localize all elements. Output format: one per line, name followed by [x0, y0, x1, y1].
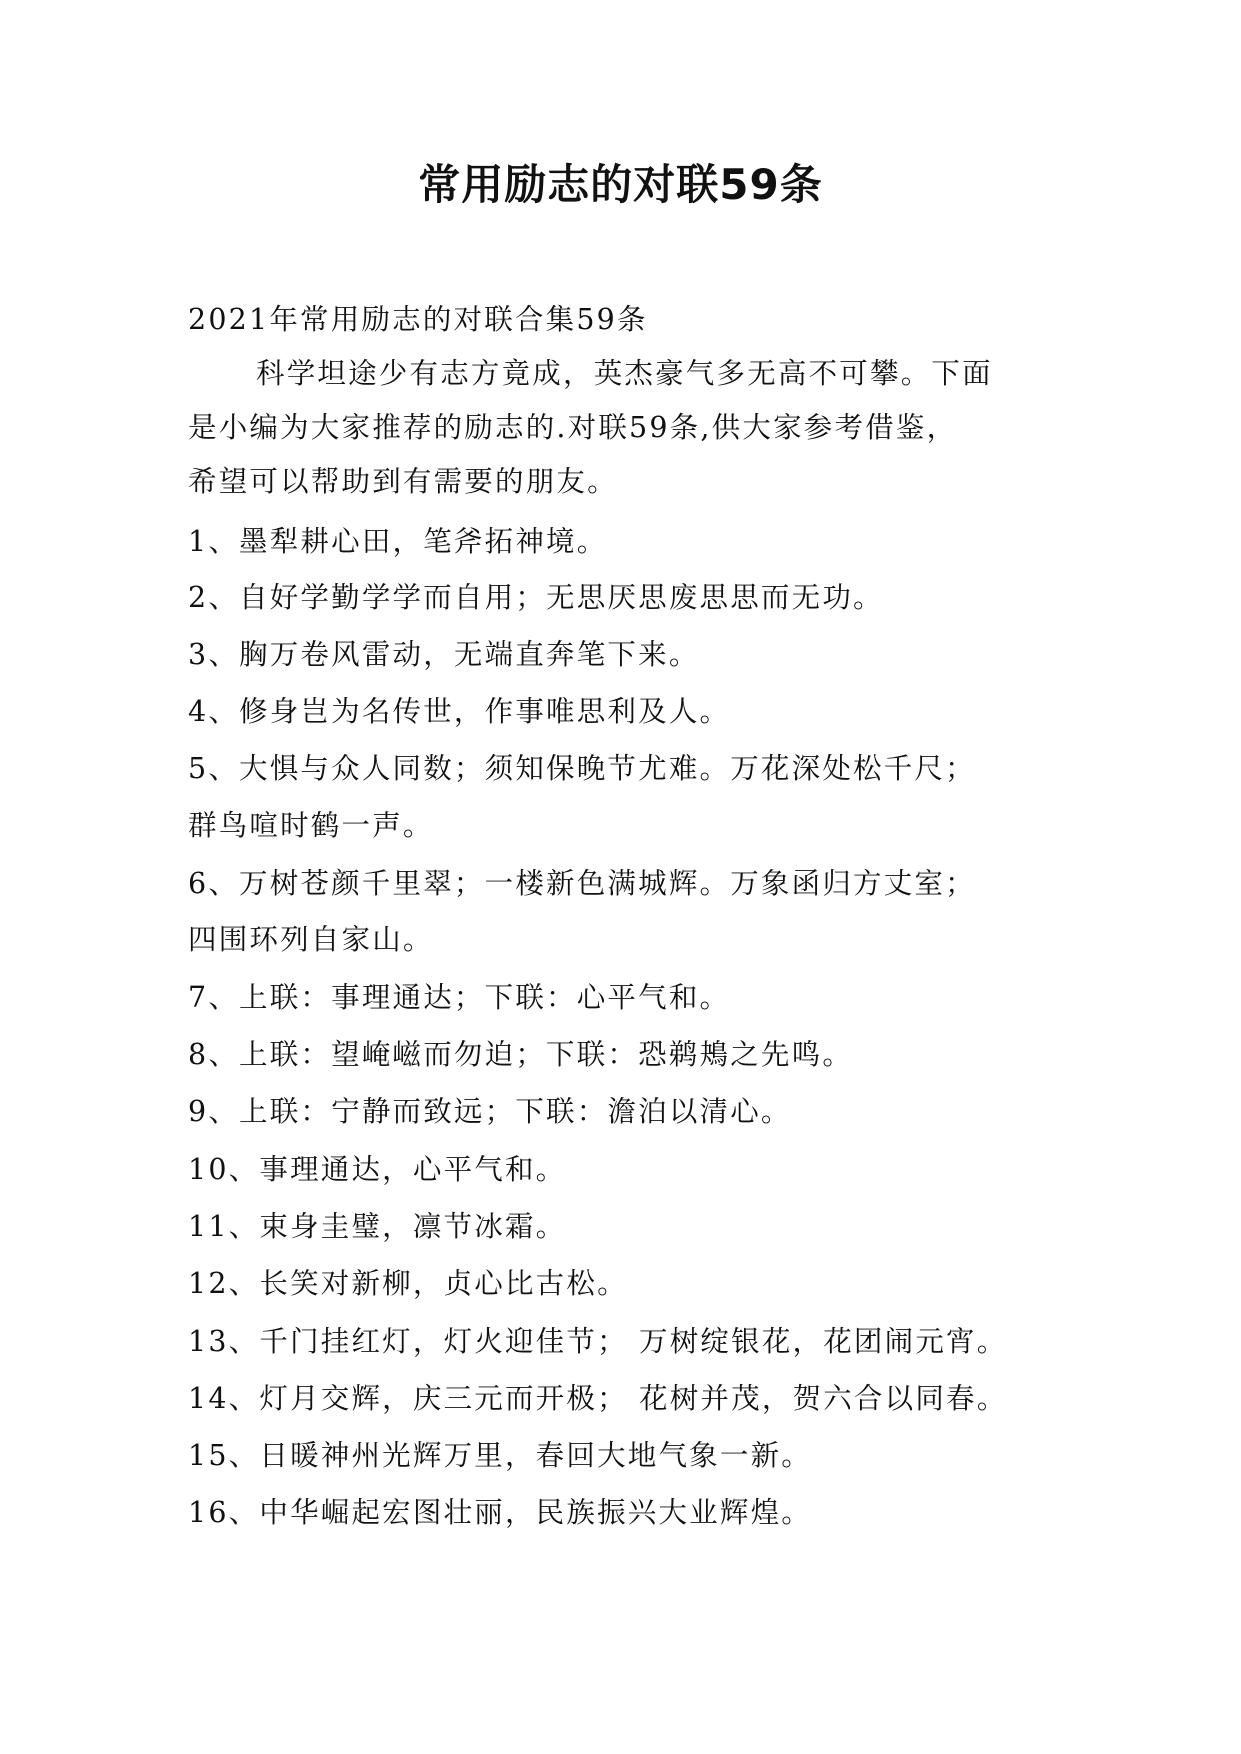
list-item: 7、上联：事理通达；下联：心平气和。 [188, 981, 731, 1014]
list-item-continuation: 群鸟喧时鹤一声。 [188, 809, 434, 842]
list-item: 6、万树苍颜千里翠；一楼新色满城辉。万象函归方丈室； [188, 867, 976, 900]
document-subtitle: 2021年常用励志的对联合集59条 [188, 303, 648, 336]
list-item: 2、自好学勤学学而自用；无思厌思废思思而无功。 [188, 581, 884, 614]
list-item: 16、中华崛起宏图壮丽，民族振兴大业辉煌。 [188, 1496, 812, 1529]
intro-line-1: 科学坦途少有志方竟成，英杰豪气多无高不可攀。下面 [256, 357, 993, 390]
document-title: 常用励志的对联59条 [418, 160, 823, 209]
list-item: 11、束身圭璧，凛节冰霜。 [188, 1210, 567, 1243]
list-item: 12、长笑对新柳，贞心比古松。 [188, 1267, 628, 1300]
list-item: 4、修身岂为名传世，作事唯思利及人。 [188, 695, 731, 728]
list-item: 8、上联：望崦嵫而勿迫；下联：恐鹈鴂之先鸣。 [188, 1038, 854, 1071]
list-item: 9、上联：宁静而致远；下联：澹泊以清心。 [188, 1095, 792, 1128]
intro-line-3: 希望可以帮助到有需要的朋友。 [188, 465, 618, 498]
list-item: 3、胸万卷风雷动，无端直奔笔下来。 [188, 638, 700, 671]
list-item: 15、日暖神州光辉万里，春回大地气象一新。 [188, 1439, 812, 1472]
list-item: 13、千门挂红灯，灯火迎佳节； 万树绽银花，花团闹元宵。 [188, 1325, 1008, 1358]
list-item: 5、大惧与众人同数；须知保晚节尤难。万花深处松千尺； [188, 752, 976, 785]
list-item: 1、墨犁耕心田，笔斧拓神境。 [188, 525, 608, 558]
list-item: 14、灯月交辉，庆三元而开极； 花树并茂，贺六合以同春。 [188, 1382, 1008, 1415]
list-item: 10、事理通达，心平气和。 [188, 1153, 567, 1186]
intro-line-2: 是小编为大家推荐的励志的.对联59条,供大家参考借鉴， [188, 411, 958, 444]
list-item-continuation: 四围环列自家山。 [188, 923, 434, 956]
